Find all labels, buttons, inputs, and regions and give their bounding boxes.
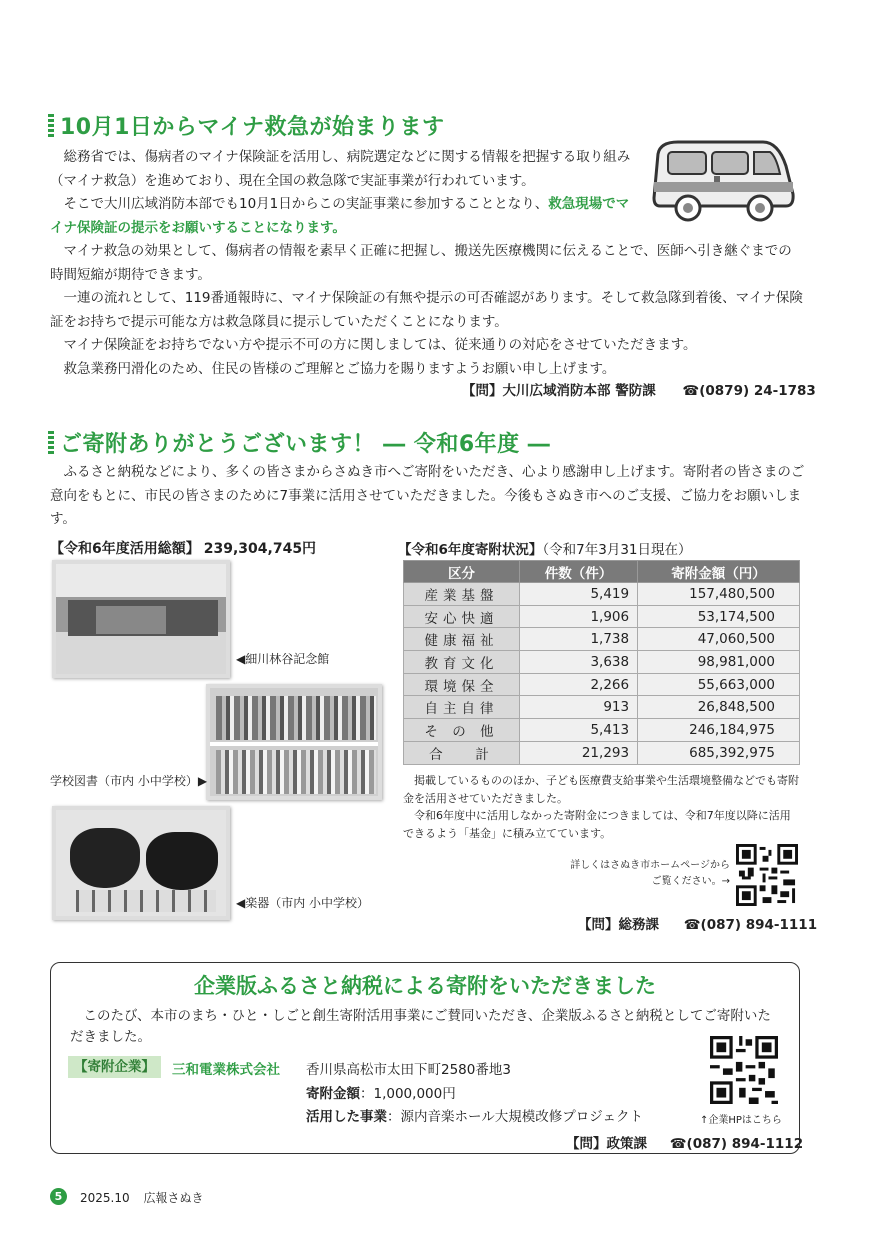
- donation-table: [403, 560, 800, 765]
- photo-memorial-hall: [52, 560, 230, 678]
- company-label: 【寄附企業】: [68, 1056, 161, 1078]
- company-address: 香川県高松市太田下町2580番地3: [306, 1062, 511, 1078]
- table-row: 環境保全 2,266 55,663,000: [404, 673, 800, 696]
- table-row: 自主自律 913 26,848,500: [404, 696, 800, 719]
- section1-body: 総務省では、傷病者のマイナ保険証を活用し、病院選定などに関する情報を把握する取り組み（マイナ救急）を進めており、現在全国の救急隊で実証事業が行われています。 そこで大川広域消防本部でも10月1日からこの実証事業に参加することとなり、救急現場でマイナ保険証の提示をお願いすることになります。: [50, 149, 631, 236]
- table-notes: 掲載しているもののほか、子ども医療費支給事業や生活環境整備などでも寄附金を活用させていただきました。 令和6年度中に活用しなかった寄附金につきましては、令和7年度以降に活用できるよう「基金」に積み立てています。: [403, 774, 799, 840]
- section1-title: 10月1日からマイナ救急が始まります: [48, 110, 444, 141]
- qr-caption: ↑企業HPはこちら: [700, 1115, 782, 1126]
- section3-title: 企業版ふるさと納税による寄附をいただきました: [194, 974, 656, 998]
- photo-school-books: [206, 684, 382, 800]
- ambulance-icon: [648, 136, 798, 228]
- title-bar-icon: [48, 114, 54, 138]
- section2-title: ご寄附ありがとうございます！ ― 令和6年度 ―: [48, 427, 550, 458]
- table-row: 産業基盤 5,419 157,480,500: [404, 583, 800, 606]
- donation-amount: 寄附金額：1,000,000円: [306, 1086, 456, 1102]
- section1-contact: 【問】大川広域消防本部 警防課 ☎(0879) 24-1783: [462, 383, 816, 399]
- title-bar-icon: [48, 431, 54, 455]
- caption-instruments: ◀楽器（市内 小中学校）: [236, 896, 370, 910]
- company-name: 三和電業株式会社: [172, 1062, 280, 1078]
- city-website-qr-code[interactable]: [736, 844, 798, 906]
- footer-issue: 2025.10 広報さぬき: [80, 1191, 204, 1205]
- donation-project: 活用した事業：源内音楽ホール大規模改修プロジェクト: [306, 1109, 643, 1125]
- section3-contact: 【問】政策課 ☎(087) 894-1112: [566, 1136, 804, 1152]
- table-total-row: 合 計 21,293 685,392,975: [404, 741, 800, 764]
- qr-guide-text: 詳しくはさぬき市ホームページから ご覧ください。→: [570, 860, 730, 887]
- table-caption: 【令和6年度寄附状況】（令和7年3月31日現在）: [398, 542, 692, 558]
- section2-contact: 【問】総務課 ☎(087) 894-1111: [578, 917, 818, 933]
- table-row: そ の 他 5,413 246,184,975: [404, 719, 800, 742]
- table-row: 健康福祉 1,738 47,060,500: [404, 628, 800, 651]
- caption-school-books: 学校図書（市内 小中学校）▶: [50, 774, 208, 788]
- company-website-qr-code[interactable]: [710, 1036, 778, 1104]
- page-number: 5: [50, 1188, 67, 1205]
- section1-body-2: マイナ救急の効果として、傷病者の情報を素早く正確に把握し、搬送先医療機関に伝えることで、医師へ引き継ぐまでの時間短縮が期待できます。 一連の流れとして、119番通報時に、マイナ保険証の有無や提示の可否確認があります。そして救急隊到着後、マイナ保険証をお持ちで提示可能な方は救急隊員に提示していただくことになります。 マイナ保険証をお持ちでない方や提示不可の方に関しましては、従来通りの対応をさせていただきます。 救急業務円滑化のため、住民の皆様のご理解とご協力を賜りますようお願い申し上げます。: [50, 243, 803, 377]
- total-amount: 【令和6年度活用総額】 239,304,745円: [50, 541, 317, 557]
- table-header: 区分 件数（件） 寄附金額（円）: [404, 561, 800, 583]
- table-row: 教育文化 3,638 98,981,000: [404, 651, 800, 674]
- caption-memorial: ◀細川林谷記念館: [236, 652, 330, 666]
- photo-instruments: [52, 806, 230, 920]
- table-row: 安心快適 1,906 53,174,500: [404, 605, 800, 628]
- section2-intro: ふるさと納税などにより、多くの皆さまからさぬき市へご寄附をいただき、心より感謝申し上げます。寄附者の皆さまのご意向をもとに、市民の皆さまのために7事業に活用させていただきました。今後もさぬき市へのご支援、ご協力をお願いします。: [50, 464, 805, 527]
- section3-intro: このたび、本市のまち・ひと・しごと創生寄附活用事業にご賛同いただき、企業版ふるさと納税としてご寄附いただきました。: [70, 1008, 771, 1045]
